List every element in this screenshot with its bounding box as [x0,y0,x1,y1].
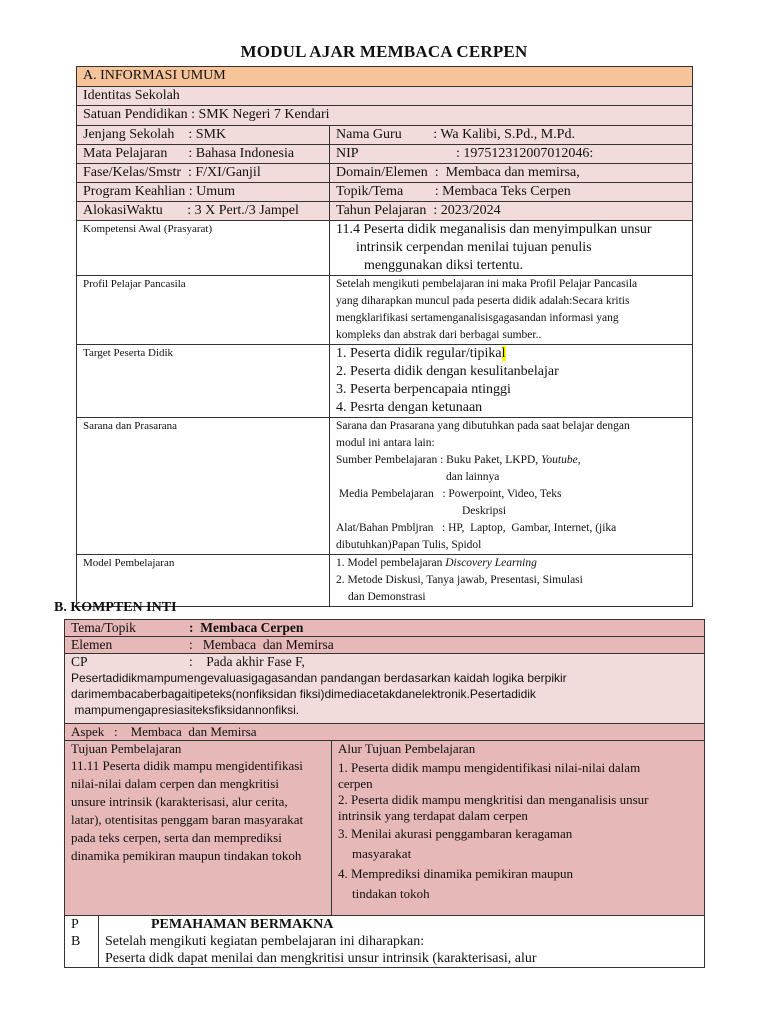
pb-line: Setelah mengikuti kegiatan pembelajaran ini diharapkan: [105,934,425,949]
section-b-title: B. KOMPTEN INTI [54,600,177,615]
cp-value: : Pada akhir Fase F, [189,654,305,669]
info-right-domain: Domain/Elemen : Membaca dan memirsa, [330,164,693,183]
target-item: 4. Pesrta dengan ketunaan [336,400,483,415]
kompetensi-line: menggunakan diksi tertentu. [364,258,524,273]
pb-line: Peserta didk dapat menilai dan mengkritisi unsur intrinsik (karakterisasi, alur [105,951,537,966]
pemahaman-bermakna [99,916,705,968]
atp-line: 1. Peserta didik mampu mengidentifikasi nilai-nilai dalam [338,760,641,775]
info-left-alokasi: AlokasiWaktu : 3 X Pert./3 Jampel [77,202,330,221]
profil-label: Profil Pelajar Pancasila [77,276,330,345]
atp-line: 2. Peserta didik mampu mengkritisi dan menganalisis unsur [338,792,649,807]
tujuan-pembelajaran [65,741,332,916]
page-title: MODUL AJAR MEMBACA CERPEN [240,42,528,61]
kompetensi-label: Kompetensi Awal (Prasyarat) [77,221,330,276]
sarana-line: modul ini antara lain: [336,437,435,449]
cp-header [71,654,698,670]
sarana-line: Media Pembelajaran : Powerpoint, Video, Teks [336,488,562,500]
sarana-line: Deskripsi [462,505,507,517]
elemen-value: : Membaca dan Memirsa [189,637,334,652]
pb-label-b: B [71,934,81,949]
profil-line: yang diharapkan muncul pada peserta didik adalah:Secara kritis [336,295,630,307]
atp-line: tindakan tokoh [352,886,430,901]
sarana-line [336,452,686,469]
pb-label-p: P [71,917,79,932]
tp-line: dinamika pemikiran maupun tindakan tokoh [71,848,302,863]
target-label: Target Peserta Didik [77,345,330,418]
sarana-value [330,418,693,555]
info-left-program: Program Keahlian : Umum [77,183,330,202]
tp-line: nilai-nilai dalam cerpen dan mengkritisi [71,776,279,791]
info-right-nama-guru: Nama Guru : Wa Kalibi, S.Pd., M.Pd. [330,126,693,145]
sarana-line: Alat/Bahan Pmbljran : HP, Laptop, Gambar, Internet, (jika [336,522,617,534]
info-right-nip: NIP : 197512312007012046: [330,145,693,164]
model-text: 1. Model pembelajaran [336,557,446,569]
highlight-mark: l [501,346,506,361]
model-line: dan Demonstrasi [348,591,426,603]
cp-line: mampumengapresiasiteksfiksidannonfiksi. [71,703,300,717]
kompetensi-value [330,221,693,276]
sarana-line: dan lainnya [446,471,500,483]
target-item [336,345,686,363]
cp-line: darimembacaberbagaitipeteks(nonfiksidan fiksi)dimediacetakdanelektronik.Pesertadidik [71,687,536,701]
info-right-topik: Topik/Tema : Membaca Teks Cerpen [330,183,693,202]
section-a-header: A. INFORMASI UMUM [77,67,693,87]
cp-label: CP [71,654,88,669]
tp-line: latar), otentisitas penggam baran masyarakat [71,812,304,827]
identitas-sekolah: Identitas Sekolah [77,87,693,106]
elemen-row [65,637,705,654]
model-value [330,555,693,607]
target-value [330,345,693,418]
tema-row [65,620,705,637]
tema-label: Tema/Topik [71,620,136,635]
sarana-youtube: Youtube [541,454,578,466]
sarana-line: dibutuhkan)Papan Tulis, Spidol [336,539,482,551]
tp-line: unsure intrinsik (karakterisasi, alur cerita, [71,794,288,809]
atp-label: Alur Tujuan Pembelajaran [338,741,476,756]
info-left-fase: Fase/Kelas/Smstr : F/XI/Ganjil [77,164,330,183]
kompetensi-line: intrinsik cerpendan menilai tujuan penulis [356,240,592,255]
kompetensi-line: 11.4 Peserta didik meganalisis dan menyimpulkan unsur [336,222,652,237]
model-line: 2. Metode Diskusi, Tanya jawab, Presentasi, Simulasi [336,574,583,586]
pb-label [65,916,99,968]
model-line [336,555,686,572]
sarana-line: Sarana dan Prasarana yang dibutuhkan pada saat belajar dengan [336,420,630,432]
satuan-pendidikan: Satuan Pendidikan : SMK Negeri 7 Kendari [77,106,693,126]
profil-line: kompleks dan abstrak dari berbagai sumber.. [336,329,542,341]
aspek-row: Aspek : Membaca dan Memirsa [65,724,705,741]
informasi-umum-table [76,66,693,607]
tp-label: Tujuan Pembelajaran [71,741,182,756]
info-right-tahun: Tahun Pelajaran : 2023/2024 [330,202,693,221]
alur-tujuan-pembelajaran [332,741,705,916]
sarana-comma: , [577,454,581,466]
sarana-label: Sarana dan Prasarana [77,418,330,555]
atp-line: masyarakat [352,846,412,861]
atp-line: intrinsik yang terdapat dalam cerpen [338,808,528,823]
tema-value: : Membaca Cerpen [189,620,304,635]
atp-line: 4. Memprediksi dinamika pemikiran maupun [338,866,574,881]
profil-value [330,276,693,345]
tp-line: 11.11 Peserta didik mampu mengidentifikasi [71,758,303,773]
target-item: 2. Peserta didik dengan kesulitanbelajar [336,364,559,379]
atp-line: 3. Menilai akurasi penggambaran keragaman [338,826,573,841]
info-left-mapel: Mata Pelajaran : Bahasa Indonesia [77,145,330,164]
kompetensi-inti-table [64,619,705,968]
elemen-label: Elemen [71,637,113,652]
atp-line: cerpen [338,776,373,791]
model-discovery: Discovery Learning [445,557,537,569]
cp-row [65,654,705,724]
sarana-sumber: Sumber Pembelajaran : Buku Paket, LKPD, [336,454,542,466]
pb-title: PEMAHAMAN BERMAKNA [151,917,334,932]
target-item-text: 1. Peserta didik regular/tipika [336,346,502,361]
info-left-jenjang: Jenjang Sekolah : SMK [77,126,330,145]
profil-line: Setelah mengikuti pembelajaran ini maka Profil Pelajar Pancasila [336,278,638,290]
target-item: 3. Peserta berpencapaia ntinggi [336,382,511,397]
profil-line: mengklarifikasi sertamenganalisisgagasandan informasi yang [336,312,619,324]
cp-line: Pesertadidikmampumengevaluasigagasandan pandangan berdasarkan kaidah logika berpikir [71,671,567,685]
model-label: Model Pembelajaran [77,555,330,607]
tp-line: pada teks cerpen, serta dan memprediksi [71,830,282,845]
